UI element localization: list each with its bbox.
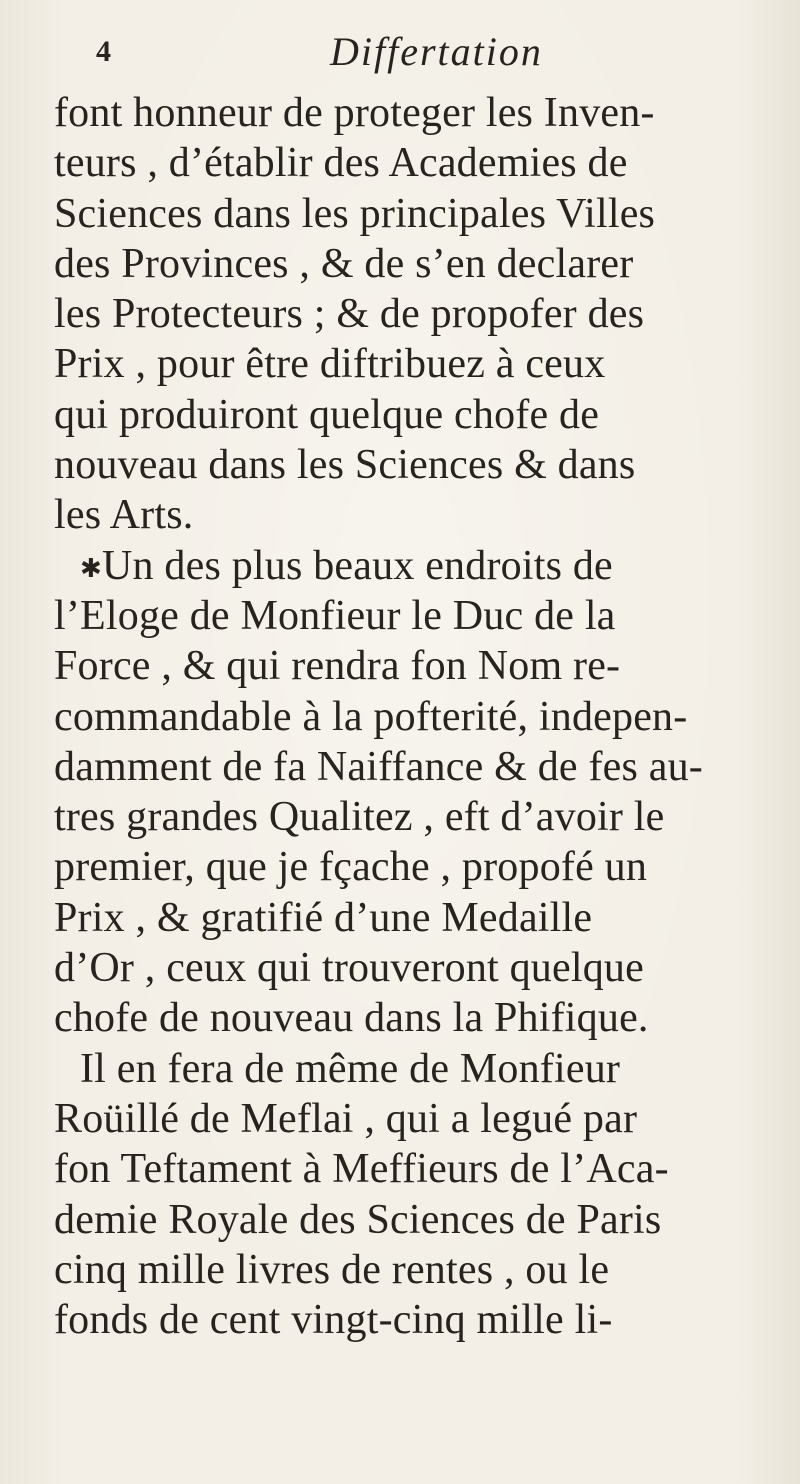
paragraph-start-line — [54, 541, 784, 591]
text-line: damment de fa Naiffance & de fes au- — [54, 743, 703, 790]
text-line-content: Un des plus beaux endroits de — [102, 542, 613, 589]
text-line: fonds de cent vingt-cinq mille li- — [54, 1297, 613, 1344]
text-line: Roüillé de Meflai , qui a legué par — [54, 1095, 638, 1142]
text-line: Prix , pour être diftribuez à ceux — [54, 341, 606, 388]
text-line: Il en fera de même de Monfieur — [80, 1045, 621, 1092]
page-number: 4 — [96, 35, 111, 68]
text-line: Sciences dans les principales Villes — [54, 190, 656, 237]
text-line: fon Teftament à Meffieurs de l’Aca- — [54, 1146, 669, 1193]
text-line: cinq mille livres de rentes , ou le — [54, 1246, 610, 1293]
running-title: Differtation — [330, 29, 543, 74]
text-line: les Arts. — [54, 492, 194, 539]
text-line: Prix , & gratifié d’une Medaille — [54, 894, 593, 941]
text-line: premier, que je fçache , propofé un — [54, 844, 648, 891]
running-head — [80, 22, 760, 82]
text-line: nouveau dans les Sciences & dans — [54, 442, 636, 489]
text-line: commandable à la pofterité, indepen- — [54, 693, 688, 740]
text-body — [54, 88, 784, 1345]
text-line: l’Eloge de Monfieur le Duc de la — [54, 592, 616, 639]
text-line: font honneur de proteger les Inven- — [54, 90, 655, 136]
asterisk-icon: ✱ — [80, 553, 102, 583]
text-line: des Provinces , & de s’en declarer — [54, 240, 634, 287]
text-line: Force , & qui rendra fon Nom re- — [54, 643, 621, 690]
text-line: d’Or , ceux qui trouveront quelque — [54, 945, 644, 992]
text-line: tres grandes Qualitez , eft d’avoir le — [54, 794, 665, 841]
text-line: les Protecteurs ; & de propofer des — [54, 291, 645, 338]
text-line: demie Royale des Sciences de Paris — [54, 1196, 662, 1243]
text-line: qui produiront quelque chofe de — [54, 391, 600, 438]
text-line: chofe de nouveau dans la Phifique. — [54, 995, 649, 1042]
text-line: teurs , d’établir des Academies de — [54, 140, 628, 187]
